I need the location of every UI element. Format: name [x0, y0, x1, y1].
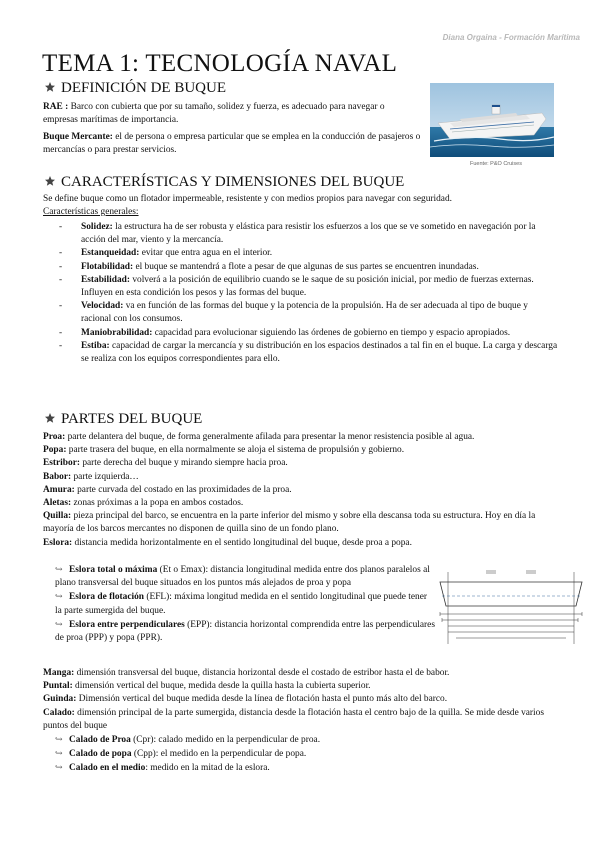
section-heading-text: DEFINICIÓN DE BUQUE	[61, 80, 226, 96]
definition-text: distancia medida horizontalmente en el sentido longitudinal del buque, desde proa a popa.	[72, 537, 412, 548]
caracteristicas-subheading: Características generales:	[43, 207, 139, 217]
list-item: - Maniobrabilidad: capacidad para evolucionar siguiendo las órdenes de gobierno en tiempo y espacio apropiados.	[59, 327, 511, 338]
term: Velocidad:	[81, 301, 124, 312]
definition-text: parte derecha del buque y mirando siempre hacia proa.	[79, 458, 288, 469]
item-text: (EFL): máxima longitud medida en el sentido longitudinal que puede tener la parte sumergida del buque.	[55, 592, 428, 616]
term: Babor:	[43, 471, 72, 482]
definition-text: parte delantera del buque, de forma generalmente afilada para presentar la menor resistencia posible al agua.	[65, 432, 475, 442]
partes-definitions	[43, 431, 558, 550]
list-item: - Flotabilidad: el buque se mantendrá a flote a pesar de que algunas de sus partes se encuentren inundadas.	[59, 261, 479, 272]
definition-text: dimensión transversal del buque, distancia horizontal desde el costado de estribor hasta el de babor.	[74, 668, 450, 678]
author-watermark: Diana Orgaina - Formación Marítima	[442, 33, 580, 42]
star-icon	[44, 81, 56, 93]
term: Estiba:	[81, 340, 110, 351]
item-text: (EPP): distancia horizontal comprendida entre las perpendiculares de proa (PPP) y popa (PPR).	[55, 619, 435, 644]
list-item	[43, 590, 435, 617]
list-item: - Velocidad: va en función de las formas del buque y la potencia de la propulsión. Ha de ser adecuada al tipo de buque y racional con los consumos.	[59, 301, 528, 325]
term: Calado de Proa	[69, 735, 131, 746]
arrow-icon: ↪	[55, 591, 63, 602]
item-text: va en función de las formas del buque y la potencia de la propulsión. Ha de ser adecuada al tipo de buque y racional con los consumos.	[81, 301, 528, 325]
term: Eslora entre perpendiculares	[69, 619, 185, 630]
cruise-ship-image	[430, 83, 554, 157]
page-title: TEMA 1: TECNOLOGÍA NAVAL	[42, 50, 398, 77]
eslora-diagram	[436, 566, 586, 646]
item-text: capacidad de cargar la mercancía y su distribución en los espacios destinados a tal fin en el buque. La carga y descarga se realiza con los equipos correspondientes para ello.	[81, 340, 558, 365]
caracteristicas-list	[43, 221, 558, 366]
arrow-icon: ↪	[55, 564, 63, 574]
item-text: capacidad para evolucionar siguiendo las órdenes de gobierno en tiempo y espacio apropiados.	[152, 327, 511, 338]
term: Manga:	[43, 668, 75, 678]
definition-text: parte trasera del buque, en ella normalmente se aloja el sistema de propulsión y gobierno.	[66, 445, 405, 456]
definition	[43, 471, 558, 484]
arrow-icon: ↪	[55, 618, 63, 629]
definition-buque-mercante	[43, 131, 428, 157]
definition-text: dimensión vertical del buque, medida desde la quilla hasta la cubierta superior.	[72, 681, 371, 692]
definition-text: zonas próximas a la popa en ambos costados.	[71, 498, 244, 509]
image-caption: Fuente: P&O Cruises	[470, 161, 522, 167]
list-item	[43, 563, 435, 590]
term: Eslora total o máxima	[69, 565, 158, 575]
term: Solidez:	[81, 222, 113, 232]
partes-definitions-2	[43, 667, 558, 776]
eslora-sublist	[43, 563, 435, 645]
list-item: - Estabilidad: volverá a la posición de equilibrio cuando se le saque de su posición inicial, por medio de fuerzas externas. Influyen en esta condición los pesos y las formas del buque.	[59, 274, 534, 299]
term: Guinda:	[43, 694, 77, 705]
item-text: (Cpp): el medido en la perpendicular de popa.	[131, 749, 307, 760]
definition-text: parte curvada del costado en las proximidades de la proa.	[74, 484, 292, 495]
definition	[43, 431, 558, 444]
item-text: (Cpr): calado medido en la perpendicular de proa.	[130, 735, 321, 746]
arrow-icon: ↪	[55, 734, 63, 745]
term: Eslora:	[43, 537, 73, 548]
term: Estanqueidad:	[81, 248, 140, 259]
item-text: la estructura ha de ser robusta y elástica para resistir los esfuerzos a los que se ve sometido en navegación por la acción del mar, viento y la mercancía.	[81, 222, 536, 246]
definition	[43, 444, 558, 457]
term: Puntal:	[43, 681, 73, 692]
term: Popa:	[43, 445, 67, 456]
definition-text: Barco con cubierta que por su tamaño, solidez y fuerza, es adecuado para navegar o empresas marítimas de importancia.	[43, 102, 385, 126]
definition-text: dimensión principal de la parte sumergida, distancia desde la flotación hasta el centro bajo de la quilla. Se mide desde varios puntos del buque	[43, 707, 544, 731]
term: Maniobrabilidad:	[81, 327, 153, 338]
term: Estribor:	[43, 458, 80, 469]
term: Estabilidad:	[81, 274, 130, 285]
definition-text: el de persona o empresa particular que se emplea en la conducción de pasajeros o mercancías o para prestar servicios.	[43, 132, 421, 156]
section-heading-text: PARTES DEL BUQUE	[61, 411, 203, 427]
section-heading-caracteristicas	[44, 174, 404, 191]
definition	[43, 680, 558, 693]
list-item: - Estiba: capacidad de cargar la mercancía y su distribución en los espacios destinados a tal fin en el buque. La carga y descarga se realiza con los equipos correspondientes para ello.	[59, 340, 558, 365]
definition	[43, 707, 558, 733]
section-heading-text: CARACTERÍSTICAS Y DIMENSIONES DEL BUQUE	[61, 174, 405, 190]
section-heading-definicion	[44, 80, 226, 97]
arrow-icon: ↪	[55, 762, 63, 773]
star-icon	[44, 412, 56, 424]
star-icon	[44, 175, 56, 187]
term: Quilla:	[43, 511, 72, 522]
item-text: evitar que entra agua en el interior.	[139, 248, 273, 259]
list-item	[43, 761, 558, 775]
definition	[43, 484, 558, 497]
list-item	[43, 733, 558, 747]
term: Aletas:	[43, 498, 72, 509]
definition	[43, 667, 558, 680]
item-text: (Et o Emax): distancia longitudinal medida entre dos planos paralelos al plano transversal del buque situados en los puntos más alejados de proa y popa	[55, 565, 430, 589]
term: Buque Mercante:	[43, 132, 113, 142]
section-heading-partes	[44, 411, 202, 428]
definition	[43, 537, 558, 550]
item-text: volverá a la posición de equilibrio cuando se le saque de su posición inicial, por medio de fuerzas externas. Influyen en esta condición los pesos y las formas del buque.	[81, 274, 534, 299]
definition	[43, 510, 558, 536]
arrow-icon: ↪	[55, 748, 63, 759]
definition	[43, 457, 558, 470]
list-item: - Estanqueidad: evitar que entra agua en el interior.	[59, 248, 273, 259]
definition	[43, 693, 558, 706]
term: Calado:	[43, 707, 75, 718]
definition-text: parte izquierda…	[71, 471, 139, 482]
term: Flotabilidad:	[81, 261, 134, 272]
definition	[43, 497, 558, 510]
definition-text: Dimensión vertical del buque medida desde la línea de flotación hasta el punto más alto del barco.	[76, 694, 448, 705]
list-item	[43, 618, 435, 645]
term: Calado en el medio	[69, 763, 146, 774]
definition-rae	[43, 101, 408, 127]
definition-text: pieza principal del barco, se encuentra en la parte inferior del mismo y sobre ella descansa toda su estructura. Hoy en día la mayoría de los barcos mercantes no disponen de quilla sino de un fondo plano.	[43, 511, 536, 535]
list-item	[43, 747, 558, 761]
term: Proa:	[43, 432, 66, 442]
term: Amura:	[43, 484, 75, 495]
term: Calado de popa	[69, 749, 132, 760]
item-text: el buque se mantendrá a flote a pesar de que algunas de sus partes se encuentren inundadas.	[133, 261, 479, 272]
term: RAE :	[43, 102, 69, 112]
caracteristicas-intro: Se define buque como un flotador impermeable, resistente y con medios propios para navegar con seguridad.	[43, 194, 452, 204]
list-item: - Solidez: la estructura ha de ser robusta y elástica para resistir los esfuerzos a los que se ve sometido en navegación por la acción del mar, viento y la mercancía.	[59, 222, 536, 246]
term: Eslora de flotación	[69, 592, 144, 603]
item-text: : medido en la mitad de la eslora.	[145, 763, 270, 774]
